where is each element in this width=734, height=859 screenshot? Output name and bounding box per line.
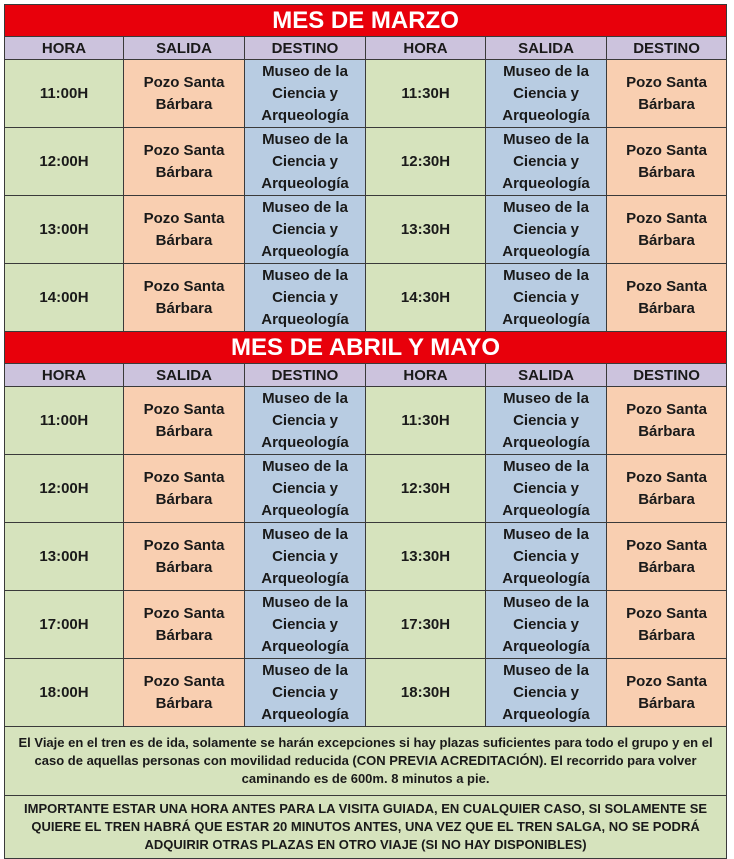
section-title-row [5, 5, 727, 37]
column-header: DESTINO [245, 364, 366, 387]
salida-cell: Pozo Santa Bárbara [124, 523, 245, 591]
column-header: SALIDA [124, 37, 245, 60]
hora-cell: 13:00H [5, 523, 124, 591]
salida-cell: Pozo Santa Bárbara [124, 128, 245, 196]
important-note: IMPORTANTE ESTAR UNA HORA ANTES PARA LA VISITA GUIADA, EN CUALQUIER CASO, SI SOLAMENTE SE QUIERE EL TREN HABRÁ QUE ESTAR 20 MINUTOS ANTES, UNA VEZ QUE EL TREN SALGA, NO SE PODRÁ ADQUIRIR OTRAS PLAZAS EN OTRO VIAJE (SI NO HAY DISPONIBLES) [5, 796, 727, 859]
destino-cell: Pozo Santa Bárbara [607, 659, 727, 727]
hora-cell: 13:00H [5, 196, 124, 264]
salida-cell: Pozo Santa Bárbara [124, 387, 245, 455]
salida-cell: Pozo Santa Bárbara [124, 659, 245, 727]
travel-note: El Viaje en el tren es de ida, solamente se harán excepciones si hay plazas suficientes para todo el grupo y en el caso de aquellas personas con movilidad reducida (CON PREVIA ACREDITACIÓN). El recorrido para volver caminando es de 600m. 8 minutos a pie. [5, 727, 727, 796]
hora-cell: 11:30H [366, 387, 486, 455]
destino-cell: Pozo Santa Bárbara [607, 128, 727, 196]
salida-cell: Pozo Santa Bárbara [124, 455, 245, 523]
schedule-row [5, 659, 727, 727]
destino-cell: Museo de la Ciencia y Arqueología [245, 128, 366, 196]
note-row [5, 727, 727, 796]
salida-cell: Pozo Santa Bárbara [124, 591, 245, 659]
column-header-row [5, 364, 727, 387]
hora-cell: 18:30H [366, 659, 486, 727]
hora-cell: 17:30H [366, 591, 486, 659]
hora-cell: 13:30H [366, 196, 486, 264]
hora-cell: 13:30H [366, 523, 486, 591]
destino-cell: Pozo Santa Bárbara [607, 455, 727, 523]
column-header: SALIDA [486, 37, 607, 60]
schedule-document [4, 4, 726, 859]
salida-cell: Museo de la Ciencia y Arqueología [486, 387, 607, 455]
column-header: DESTINO [607, 37, 727, 60]
hora-cell: 11:00H [5, 387, 124, 455]
hora-cell: 12:00H [5, 128, 124, 196]
column-header: SALIDA [124, 364, 245, 387]
salida-cell: Museo de la Ciencia y Arqueología [486, 60, 607, 128]
salida-cell: Museo de la Ciencia y Arqueología [486, 523, 607, 591]
schedule-row [5, 523, 727, 591]
salida-cell: Pozo Santa Bárbara [124, 60, 245, 128]
column-header: HORA [366, 37, 486, 60]
salida-cell: Pozo Santa Bárbara [124, 264, 245, 332]
schedule-row [5, 387, 727, 455]
section-title: MES DE ABRIL Y MAYO [5, 332, 727, 364]
column-header: DESTINO [607, 364, 727, 387]
salida-cell: Museo de la Ciencia y Arqueología [486, 196, 607, 264]
hora-cell: 17:00H [5, 591, 124, 659]
schedule-row [5, 128, 727, 196]
hora-cell: 18:00H [5, 659, 124, 727]
hora-cell: 11:30H [366, 60, 486, 128]
hora-cell: 11:00H [5, 60, 124, 128]
note-row [5, 796, 727, 859]
hora-cell: 12:30H [366, 455, 486, 523]
hora-cell: 12:30H [366, 128, 486, 196]
salida-cell: Museo de la Ciencia y Arqueología [486, 659, 607, 727]
salida-cell: Museo de la Ciencia y Arqueología [486, 455, 607, 523]
destino-cell: Pozo Santa Bárbara [607, 60, 727, 128]
column-header-row [5, 37, 727, 60]
destino-cell: Pozo Santa Bárbara [607, 387, 727, 455]
destino-cell: Museo de la Ciencia y Arqueología [245, 591, 366, 659]
destino-cell: Museo de la Ciencia y Arqueología [245, 60, 366, 128]
salida-cell: Museo de la Ciencia y Arqueología [486, 128, 607, 196]
column-header: HORA [5, 364, 124, 387]
destino-cell: Pozo Santa Bárbara [607, 196, 727, 264]
column-header: SALIDA [486, 364, 607, 387]
hora-cell: 14:30H [366, 264, 486, 332]
salida-cell: Museo de la Ciencia y Arqueología [486, 264, 607, 332]
destino-cell: Museo de la Ciencia y Arqueología [245, 659, 366, 727]
section-title-row [5, 332, 727, 364]
destino-cell: Museo de la Ciencia y Arqueología [245, 387, 366, 455]
destino-cell: Pozo Santa Bárbara [607, 264, 727, 332]
section-title: MES DE MARZO [5, 5, 727, 37]
column-header: HORA [5, 37, 124, 60]
hora-cell: 14:00H [5, 264, 124, 332]
destino-cell: Pozo Santa Bárbara [607, 591, 727, 659]
destino-cell: Pozo Santa Bárbara [607, 523, 727, 591]
schedule-table [4, 4, 727, 859]
schedule-row [5, 60, 727, 128]
salida-cell: Pozo Santa Bárbara [124, 196, 245, 264]
column-header: DESTINO [245, 37, 366, 60]
column-header: HORA [366, 364, 486, 387]
destino-cell: Museo de la Ciencia y Arqueología [245, 196, 366, 264]
schedule-row [5, 196, 727, 264]
schedule-row [5, 264, 727, 332]
schedule-row [5, 591, 727, 659]
destino-cell: Museo de la Ciencia y Arqueología [245, 264, 366, 332]
destino-cell: Museo de la Ciencia y Arqueología [245, 523, 366, 591]
destino-cell: Museo de la Ciencia y Arqueología [245, 455, 366, 523]
schedule-row [5, 455, 727, 523]
hora-cell: 12:00H [5, 455, 124, 523]
salida-cell: Museo de la Ciencia y Arqueología [486, 591, 607, 659]
